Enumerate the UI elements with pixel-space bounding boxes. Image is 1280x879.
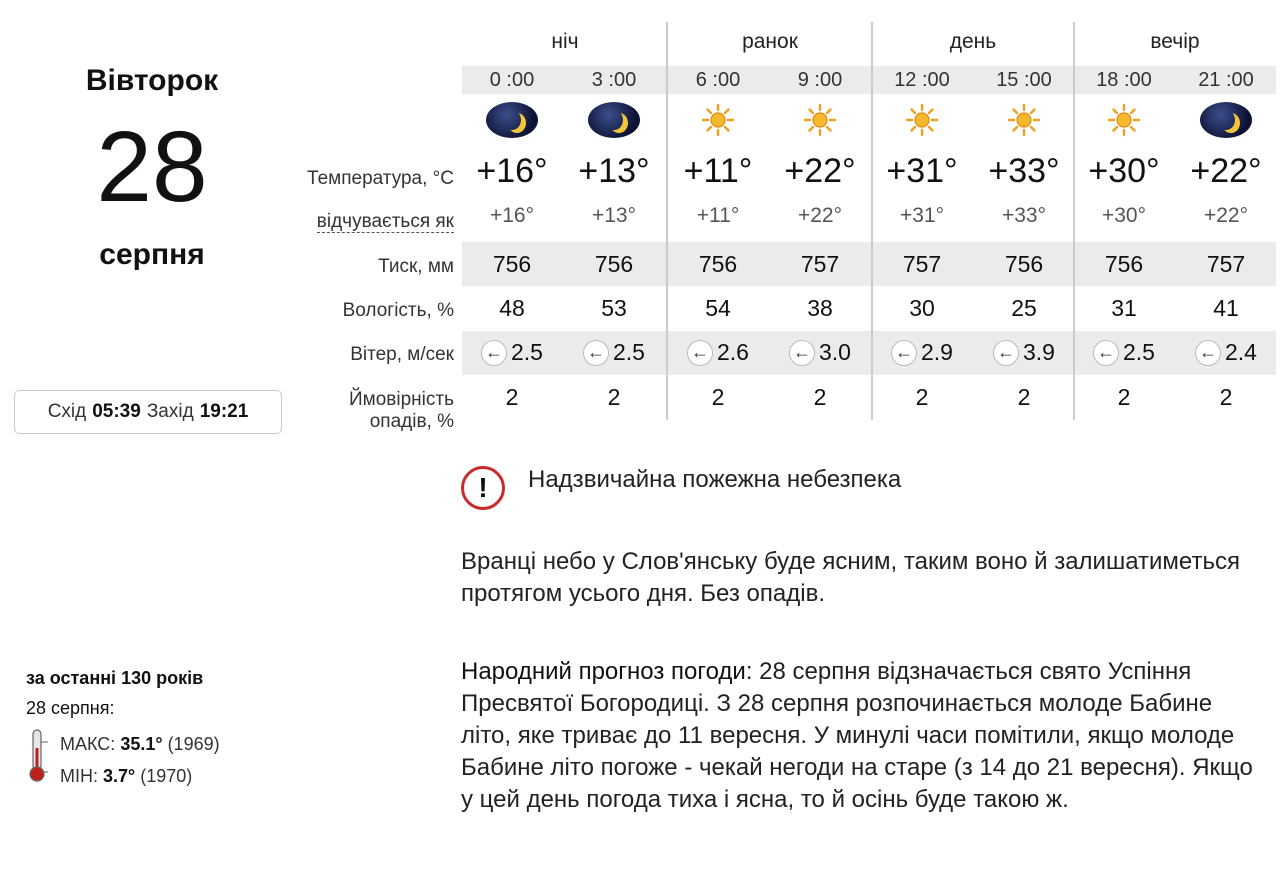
period-day: день: [949, 30, 997, 53]
wind-direction-icon: ←: [583, 340, 609, 366]
records-title-line2: 28 серпня:: [26, 698, 115, 718]
temperature-cell: +31°: [886, 152, 958, 190]
temperature-cell: +16°: [476, 152, 548, 190]
humidity-cell: 38: [807, 295, 833, 321]
time-cell: 12 :00: [894, 69, 950, 91]
record-min-value: 3.7°: [103, 766, 136, 786]
wind-speed: 2.6: [717, 339, 749, 365]
wind-speed: 2.5: [613, 339, 645, 365]
temperature-cell: +11°: [683, 152, 753, 190]
time-cell: 3 :00: [591, 69, 637, 91]
wind-direction-icon: ←: [1195, 340, 1221, 366]
wind-direction-icon: ←: [891, 340, 917, 366]
folk-forecast: [461, 656, 1261, 816]
wind-speed: 3.9: [1023, 339, 1055, 365]
wind-cell: [974, 339, 1074, 366]
pressure-cell: 756: [1004, 251, 1044, 277]
feels-like-cell: +11°: [696, 204, 740, 227]
record-max-value: 35.1°: [120, 734, 163, 754]
wind-cell: [668, 339, 768, 366]
records-title: [26, 663, 203, 723]
record-min-label: МІН:: [60, 766, 98, 786]
humidity-cell: 41: [1213, 295, 1239, 321]
time-cell: 0 :00: [489, 69, 535, 91]
temperature-cell: +22°: [1190, 152, 1262, 190]
precip-label-line1: Ймовірність: [349, 389, 454, 410]
precip-label-line2: опадів, %: [369, 411, 454, 432]
precip-cell: 2: [1219, 384, 1233, 410]
sunrise-label: Схід: [47, 401, 87, 422]
precip-cell: 2: [1017, 384, 1031, 410]
record-max-year: (1969): [167, 734, 220, 754]
folk-forecast-text: : 28 серпня відзначається свято Успіння Пресвятої Богородиці. З 28 серпня розпочинається молоде Бабине літо, яке триває до 11 вересня. У минулі часи помітили, якщо молоде Бабине літо погоже - чекай негоди на старе (з 14 до 21 вересня). Якщо у цей день погода тиха і ясна, то й осінь буде такою ж.: [461, 658, 1253, 813]
month-name: серпня: [99, 238, 205, 271]
thermometer-icon: [26, 728, 48, 784]
moon-icon: [462, 98, 562, 142]
wind-cell: [1176, 339, 1276, 366]
record-min-year: (1970): [140, 766, 193, 786]
pressure-cell: 756: [698, 251, 738, 277]
precip-cell: 2: [1117, 384, 1131, 410]
wind-cell: [770, 339, 870, 366]
sunset-time: 19:21: [199, 401, 249, 422]
feels-like-cell: +16°: [489, 204, 535, 227]
wind-speed: 2.9: [921, 339, 953, 365]
humidity-cell: 30: [909, 295, 935, 321]
wind-speed: 2.5: [1123, 339, 1155, 365]
precip-label: [270, 389, 454, 433]
wind-cell: [462, 339, 562, 366]
sun-icon: [770, 98, 870, 142]
wind-direction-icon: ←: [1093, 340, 1119, 366]
sun-icon: [1074, 98, 1174, 142]
sun-icon: [872, 98, 972, 142]
humidity-cell: 54: [705, 295, 731, 321]
temperature-cell: +33°: [988, 152, 1060, 190]
wind-cell: [1074, 339, 1174, 366]
record-min: [60, 766, 192, 787]
period-night: ніч: [551, 30, 579, 53]
wind-cell: [564, 339, 664, 366]
feels-like-cell: +30°: [1101, 204, 1147, 227]
pressure-cell: 756: [492, 251, 532, 277]
wind-direction-icon: ←: [687, 340, 713, 366]
temperature-cell: +13°: [578, 152, 650, 190]
feels-like-cell: +22°: [797, 204, 843, 227]
precip-cell: 2: [505, 384, 519, 410]
wind-direction-icon: ←: [789, 340, 815, 366]
day-number: 28: [96, 111, 208, 223]
moon-icon: [1176, 98, 1276, 142]
pressure-cell: 756: [1104, 251, 1144, 277]
records-title-line1: за останні 130 років: [26, 668, 204, 688]
record-max: [60, 734, 220, 755]
feels-like-cell: +13°: [591, 204, 637, 227]
feels-like-cell: +22°: [1203, 204, 1249, 227]
humidity-cell: 31: [1111, 295, 1137, 321]
pressure-cell: 757: [902, 251, 942, 277]
wind-speed: 2.5: [511, 339, 543, 365]
period-evening: вечір: [1150, 30, 1200, 53]
feels-like-cell: +31°: [899, 204, 945, 227]
precip-cell: 2: [711, 384, 725, 410]
day-name: Вівторок: [85, 64, 219, 97]
wind-speed: 3.0: [819, 339, 851, 365]
temperature-cell: +30°: [1088, 152, 1160, 190]
temperature-cell: +22°: [784, 152, 856, 190]
time-cell: 18 :00: [1096, 69, 1152, 91]
temperature-label: Температура, °С: [307, 168, 454, 189]
warning-icon: !: [461, 466, 505, 510]
time-cell: 9 :00: [797, 69, 843, 91]
time-cell: 15 :00: [996, 69, 1052, 91]
time-cell: 21 :00: [1198, 69, 1254, 91]
sunset-label: Захід: [146, 401, 194, 422]
time-cell: 6 :00: [695, 69, 741, 91]
period-morning: ранок: [742, 30, 798, 53]
feels-like-label: [270, 211, 454, 233]
pressure-label: Тиск, мм: [378, 256, 454, 277]
wind-speed: 2.4: [1225, 339, 1257, 365]
moon-icon: [564, 98, 664, 142]
sunrise-sunset-box: [14, 390, 282, 434]
wind-direction-icon: ←: [481, 340, 507, 366]
wind-label: Вітер, м/сек: [350, 344, 454, 365]
humidity-cell: 53: [601, 295, 627, 321]
humidity-cell: 48: [499, 295, 525, 321]
feels-like-link[interactable]: відчувається як: [316, 211, 454, 232]
feels-like-cell: +33°: [1001, 204, 1047, 227]
humidity-cell: 25: [1011, 295, 1037, 321]
sunrise-time: 05:39: [92, 401, 141, 422]
alert-text: Надзвичайна пожежна небезпека: [528, 466, 902, 493]
wind-cell: [872, 339, 972, 366]
forecast-description: Вранці небо у Слов'янську буде ясним, таким воно й залишатиметься протягом усього дня. Без опадів.: [461, 548, 1240, 607]
precip-cell: 2: [813, 384, 827, 410]
folk-forecast-label: Народний прогноз погоди: [461, 658, 746, 685]
sun-icon: [974, 98, 1074, 142]
wind-direction-icon: ←: [993, 340, 1019, 366]
precip-cell: 2: [915, 384, 929, 410]
pressure-cell: 757: [800, 251, 840, 277]
record-max-label: МАКС:: [60, 734, 116, 754]
precip-cell: 2: [607, 384, 621, 410]
sun-icon: [668, 98, 768, 142]
pressure-cell: 756: [594, 251, 634, 277]
pressure-cell: 757: [1206, 251, 1246, 277]
humidity-label: Вологість, %: [342, 300, 454, 321]
